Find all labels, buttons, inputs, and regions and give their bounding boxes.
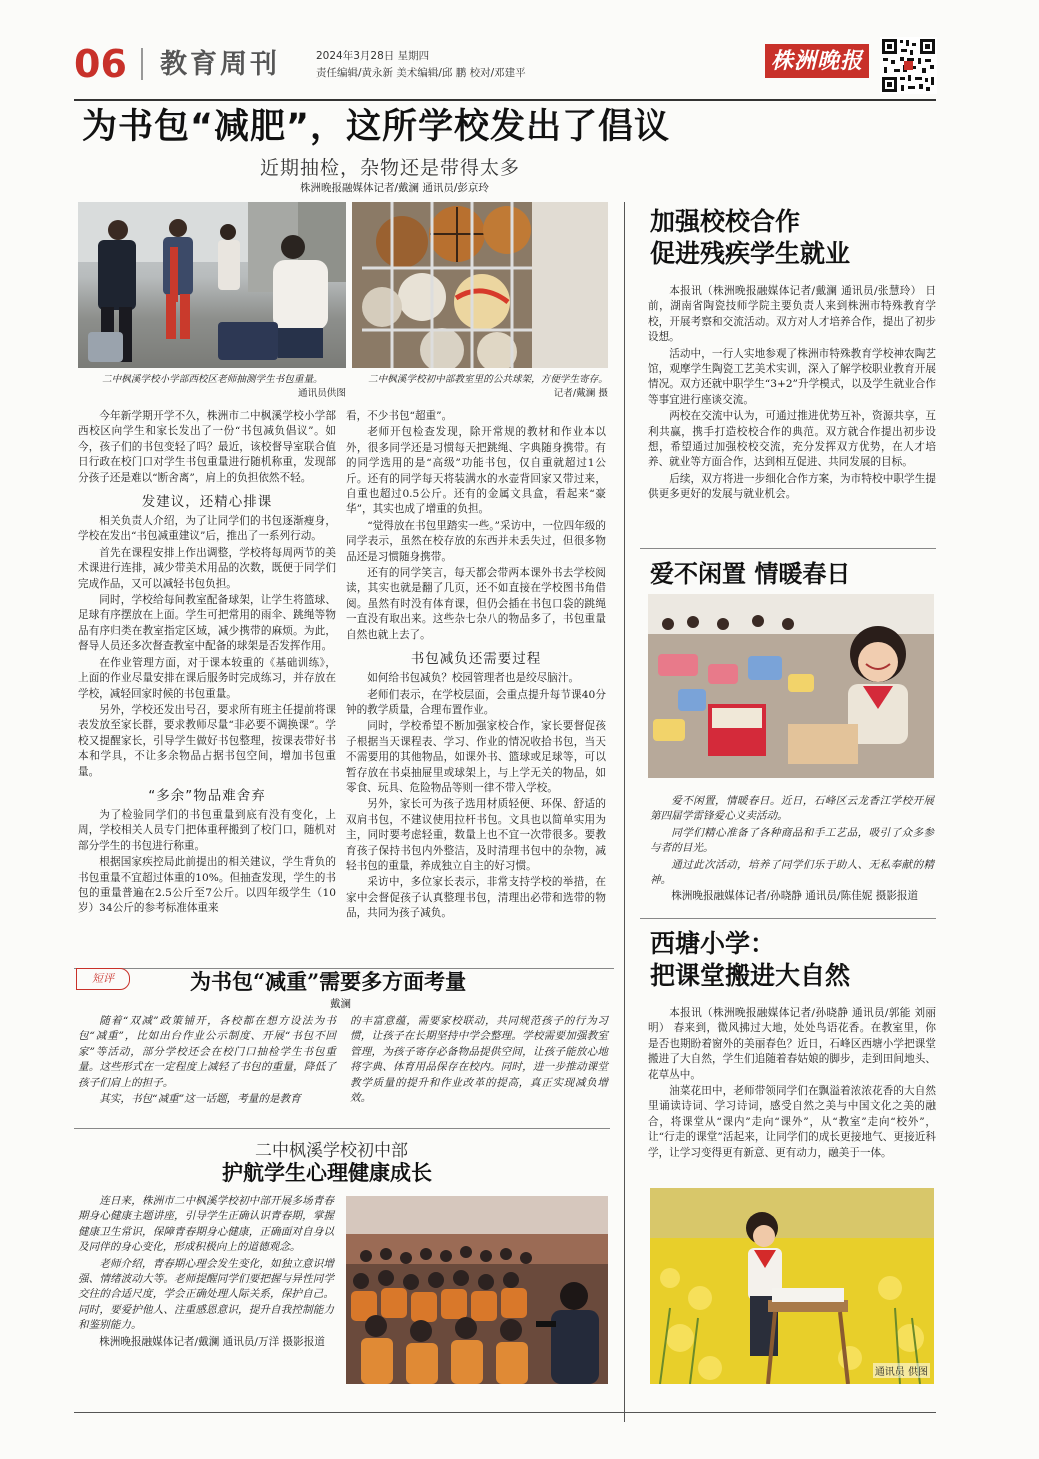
coop-para: 两校在交流中认为，可通过推进优势互补，资源共享，互利共赢，携手打造校校合作的典范。双方就合作提出初步设想，希望通过加强校校交流，充分发挥双方优势，在人才培养、就业等方面合作，达到相互促进、共同发展的目标。 [648,410,936,469]
lead-photo-ball-rack [352,202,608,368]
commentary-author: 戴澜 [330,998,351,1010]
lead-para: 另外，学校还发出号召，要求所有班主任提前将课表发放至家长群，要求教师尽量“非必要不调换课”。学校又提醒家长，引导学生做好书包整理，按课表带好书本和学具，不让多余物品占据书包空间，增加书包重量。 [78,703,336,778]
lead-column-2 [346,409,606,923]
lead-para: 首先在课程安排上作出调整，学校将每周两节的美术课进行连排，减少带美术用品的次数，既便于同学们完成作品，又可以减轻书包负担。 [78,546,336,590]
idle-para: 爱不闲置，情暖春日。近日，石峰区云龙香江学校开展第四届学雷锋爱心义卖活动。 [650,795,934,823]
column-divider [624,202,625,1422]
mental-body [78,1194,334,1351]
xitang-body [648,1006,936,1162]
idle-photo-charity-sale [648,594,934,778]
mental-para: 老师介绍，青春期心理会发生变化，如独立意识增强、情绪波动大等。老师提醒同学们要把握与异性同学交往的合适尺度，学会正确处理人际关系，保护自己。同时，要爱护他人、注重感恩意识，提升自我控制能力和鉴别能力。 [78,1257,334,1332]
commentary-column-1 [78,1014,336,1108]
coop-para: 后续，双方将进一步细化合作方案，为市特校中职学生提供更多更好的发展与就业机会。 [648,472,936,501]
lead-para: 看，不少书包“超重”。 [346,410,453,422]
mental-para: 连日来，株洲市二中枫溪学校初中部开展多场青春期身心健康主题讲座，引导学生正确认识青春期，掌握健康卫生常识，保障青春期身心健康，正确面对自身以及同伴的身心变化，形成积极向上的道德观念。 [78,1195,334,1254]
page-number: 06 [74,42,127,86]
commentary-title: 为书包“减重”需要多方面考量 [190,969,467,994]
xitang-photo-credit: 通讯员 供图 [873,1363,930,1378]
mental-photo-lecture [346,1196,608,1384]
commentary-para: 随着“双减”政策铺开，各校都在想方设法为书包“减重”，比如出台作业公示制度、开展“书包不回家”等活动，部分学校还会在校门口抽检学生书包重量。这些形式在一定程度上减轻了书包的重量，降低了孩子们肩上的担子。 [78,1015,336,1089]
commentary-para: 的丰富意蕴，需要家校联动，共同规范孩子的行为习惯，让孩子在长期坚持中学会整理。学校需要加强教室管理，为孩子寄存必备物品提供空间，让孩子能放心地将字典、体育用品保存在校内。同时，进一步推动课堂教学质量的提升和作业改革的提高，真正实现减负增效。 [350,1015,608,1105]
xitang-para: 本报讯（株洲晚报融媒体记者/孙晓静 通讯员/郭能 刘丽明） 春来到，微风拂过大地，处处鸟语花香。在教室里，你是否也期盼着窗外的美丽春色？近日，石峰区西塘小学把课堂搬进了大自然，学生们追随着春姑娘的脚步，走到田间地头、花草丛中。 [648,1007,936,1081]
lead-para: 同时，学校希望不断加强家校合作，家长要督促孩子根据当天课程表、学习、作业的情况收拾书包，当天不需要用的其他物品，如课外书、篮球或足球等，可以暂存放在书桌抽屉里或球架上，与上学无关的物品，如零食、玩具、危险物品等则一律不带入学校。 [346,720,606,794]
lead-subhead-3: 书包减负还需要过程 [410,651,542,668]
idle-para: 同学们精心准备了各种商品和手工艺品，吸引了众多参与者的目光。 [650,826,934,855]
lead-headline: 为书包“减肥”，这所学校发出了倡议 [82,107,671,147]
photo1-caption [102,373,346,401]
lead-para: 在作业管理方面，对于课本较重的《基础训练》，上面的作业尽量安排在课后服务时完成练习，并存放在学校，减轻回家时候的书包重量。 [78,656,336,700]
coop-title-line-1: 加强校校合作 [650,207,801,236]
photo2-caption [368,373,608,401]
footer-rule [74,1412,936,1413]
photo1-credit: 通讯员供图 [298,388,346,399]
lead-para: 相关负责人介绍，为了让同学们的书包逐渐瘦身，学校在发出“书包减重建议”后，推出了一系列行动。 [78,515,336,543]
lead-para: 同时，学校给每间教室配备球架，让学生将篮球、足球有序摆放在上面。学生可把常用的雨伞、跳绳等物品有序归类在教室指定区域，减少携带的麻烦。为此，督导人员还多次督查教室中配备的球架是否发挥作用。 [78,594,336,653]
section-name: 教育周刊 [160,49,280,80]
lead-column-1 [78,409,336,918]
mental-title: 护航学生心理健康成长 [222,1160,432,1185]
header-rule [74,99,936,101]
lead-para: 如何给书包减负？校园管理者也是绞尽脑汁。 [367,672,580,685]
photo1-caption-text: 二中枫溪学校小学部西校区老师抽测学生书包重量。 [102,374,323,385]
idle-title: 爱不闲置 情暖春日 [650,559,851,588]
xitang-title-line-2: 把课堂搬进大自然 [650,961,851,990]
commentary-tag: 短评 [76,968,130,990]
lead-para: 老师们表示，在学校层面，会重点提升每节课40分钟的教学质量，合理布置作业。 [346,688,606,716]
lead-para: 老师开包检查发现，除开常规的教材和作业本以外，很多同学还是习惯每天把跳绳、字典随身携带。有的同学选用的是“高级”功能书包，仅自重就超过1公斤。还有的同学每天将装满水的水壶背回家又带过来，自重也超过0.5公斤。还有的金属文具盒，看起来“豪华”，其实也成了增重的负担。 [346,426,606,516]
lead-para: “觉得放在书包里踏实一些。”采访中，一位四年级的同学表示，虽然在校存放的东西并未丢失过，但很多物品还是习惯随身携带。 [346,519,606,563]
lead-para: 采访中，多位家长表示，非常支持学校的举措，在家中会督促孩子认真整理书包，清理出必带和选带的物品，共同为孩子减负。 [346,876,606,920]
idle-byline: 株洲晚报融媒体记者/孙晓静 通讯员/陈佳妮 摄影报道 [671,890,919,903]
idle-rule [640,548,936,549]
lead-subhead-1: 发建议，还精心排课 [141,494,273,511]
photo2-caption-text: 二中枫溪学校初中部教室里的公共球架，方便学生寄存。 [368,374,608,385]
xitang-photo-rapeseed-field [650,1188,934,1384]
idle-para: 通过此次活动，培养了同学们乐于助人、无私奉献的精神。 [650,858,934,887]
coop-body [648,284,936,504]
coop-title-line-2: 促进残疾学生就业 [650,239,851,268]
lead-para: 根据国家疾控局此前提出的相关建议，学生背负的书包重量不宜超过体重的10%。但抽查发现，学生的书包的重量普遍在2.5公斤至7公斤。以四年级学生（10岁）34公斤的参考标准体重来 [78,856,336,915]
mental-byline: 株洲晚报融媒体记者/戴澜 通讯员/万洋 摄影报道 [99,1335,325,1348]
lead-para: 另外，家长可为孩子选用材质轻便、环保、舒适的双肩书包，不建议使用拉杆书包。文具也以简单实用为主，同时要考虑轻重，数量上也不宜一次带很多。要教育孩子保持书包内外整洁，及时清理书包中的杂物，减轻书包的重量，养成独立自主的好习惯。 [346,798,606,872]
commentary-column-2 [350,1014,608,1107]
mental-rule [74,1128,610,1129]
issue-date: 2024年3月28日 星期四 [316,50,430,62]
lead-subhead-2: “多余”物品难舍弃 [148,787,266,804]
xitang-title-line-1: 西塘小学： [650,929,776,958]
lead-para: 还有的同学笑言，每天都会带两本课外书去学校阅读，其实也就是翻了几页，还不如直接在学校图书角借阅。虽然有时没有体育课，但仍会插在书包口袋的跳绳一直没有取出来。这些杂七杂八的物品多了，书包重量自然也就上去了。 [346,567,606,641]
qr-code-icon [880,37,937,94]
coop-para: 活动中，一行人实地参观了株洲市特殊教育学校神农陶艺馆，观摩学生陶瓷工艺美术实训，深入了解学校职业教育开展情况。双方还就中职学生“3+2”升学模式，以及学生就业合作等事宜进行座谈交流。 [648,347,936,406]
xitang-para: 油菜花田中，老师带领同学们在飘溢着浓浓花香的大自然里诵读诗词、学习诗词，感受自然之美与中国文化之美的融合，将课堂从“课内”走向“课外”，从“教室”走向“校外”，让“行走的课堂”活起来，让同学们的成长更接地气、更接近科学，让学习变得更有新意、更有动力，融美于一体。 [648,1085,936,1159]
xitang-rule [640,918,936,919]
coop-para: 本报讯（株洲晚报融媒体记者/戴澜 通讯员/张慧玲） 日前，湖南省陶瓷技师学院主要负责人来到株洲市特殊教育学校，开展考察和交流活动。双方对人才培养合作，提出了初步设想。 [648,285,936,344]
idle-body [650,794,934,906]
editors-line: 责任编辑/黄永新 美术编辑/邱 鹏 校对/邓建平 [316,67,526,79]
lead-para: 为了检验同学们的书包重量到底有没有变化，上周，学校相关人员专门把体重秤搬到了校门口，随机对部分学生的书包进行称重。 [78,808,336,852]
photo2-credit: 记者/戴澜 摄 [553,388,608,399]
lead-byline: 株洲晚报融媒体记者/戴澜 通讯员/彭京玲 [300,182,489,194]
lead-photo-weighing [78,202,346,368]
lead-para: 今年新学期开学不久，株洲市二中枫溪学校小学部西校区向学生和家长发出了一份“书包减负倡议”。如今，孩子们的书包变轻了吗？最近，该校督导室联合值日行政在校门口对学生书包重量进行随机称重，发现部分孩子还是难以“断舍离”，肩上的负担依然不轻。 [78,410,336,484]
lead-subtitle: 近期抽检，杂物还是带得太多 [260,157,521,179]
commentary-para: 其实，书包“减重”这一话题，考量的是教育 [99,1093,301,1106]
paper-logo: 株洲晚报 [765,44,869,78]
mental-kicker: 二中枫溪学校初中部 [255,1141,408,1161]
header-divider [141,48,143,80]
